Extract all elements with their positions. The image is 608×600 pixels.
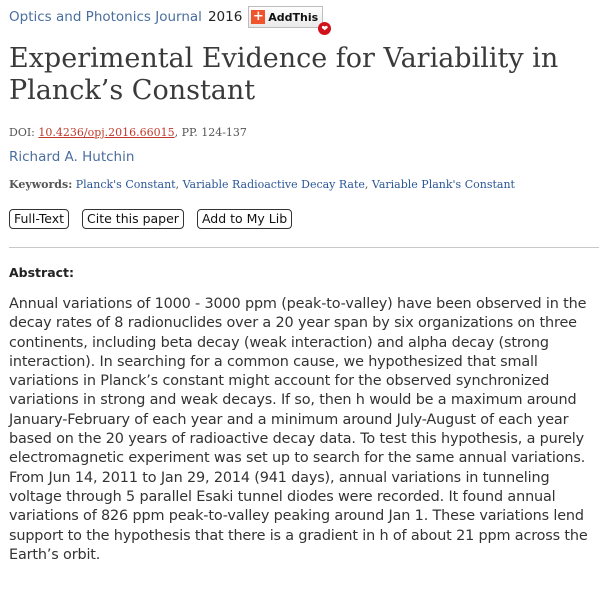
article-title: Experimental Evidence for Variability in Planck’s Constant [9,43,559,106]
heart-icon: ❤ [318,22,331,35]
abstract-heading: Abstract: [9,265,75,280]
add-to-library-button[interactable]: Add to My Lib [197,209,292,229]
author-link[interactable]: Richard A. Hutchin [9,149,135,165]
full-text-button[interactable]: Full-Text [9,209,69,229]
journal-header [9,6,329,33]
keyword-link[interactable]: Variable Plank's Constant [371,178,515,191]
journal-name-link[interactable]: Optics and Photonics Journal [9,9,202,25]
plus-icon: + [252,9,264,24]
keyword-separator: , [364,178,372,191]
abstract-text: Annual variations of 1000 - 3000 ppm (peak-to-valley) have been observed in the decay rates of 8 radionuclides over a 20 year span by six organizations on three continents, including beta decay (weak interaction) and alpha decay (strong interaction). In searching for a common cause, we hypothesized that small variations in Planck’s constant might account for the observed synchronized variations in strong and weak decays. If so, then h would be a maximum around January-February of each year and a minimum around July-August of each year based on the 20 years of radioactive decay data. To test this hypothesis, a purely electromagnetic experiment was set up to search for the same annual variations. From Jun 14, 2011 to Jan 29, 2014 (941 days), annual variations in tunneling voltage through 5 parallel Esaki tunnel diodes were recorded. It found annual variations of 826 ppm peak-to-valley peaking around Jan 1. These variations lend support to the hypothesis that there is a gradient in h of about 21 ppm across the Earth’s orbit. [9,296,588,563]
doi-label: DOI: [9,126,39,139]
journal-year: 2016 [207,9,243,25]
doi-line [9,126,247,139]
keywords-label: Keywords: [9,178,73,191]
keyword-separator: , [175,178,183,191]
addthis-button[interactable] [248,6,329,33]
action-buttons [9,209,292,229]
addthis-label: AddThis [268,10,319,24]
page-range: , PP. 124-137 [174,126,247,139]
keyword-link[interactable]: Variable Radioactive Decay Rate [182,178,365,191]
keywords-line [9,178,515,191]
section-divider [9,247,599,248]
cite-paper-button[interactable]: Cite this paper [82,209,184,229]
keyword-link[interactable]: Planck's Constant [75,178,176,191]
doi-link[interactable]: 10.4236/opj.2016.66015 [38,126,175,139]
